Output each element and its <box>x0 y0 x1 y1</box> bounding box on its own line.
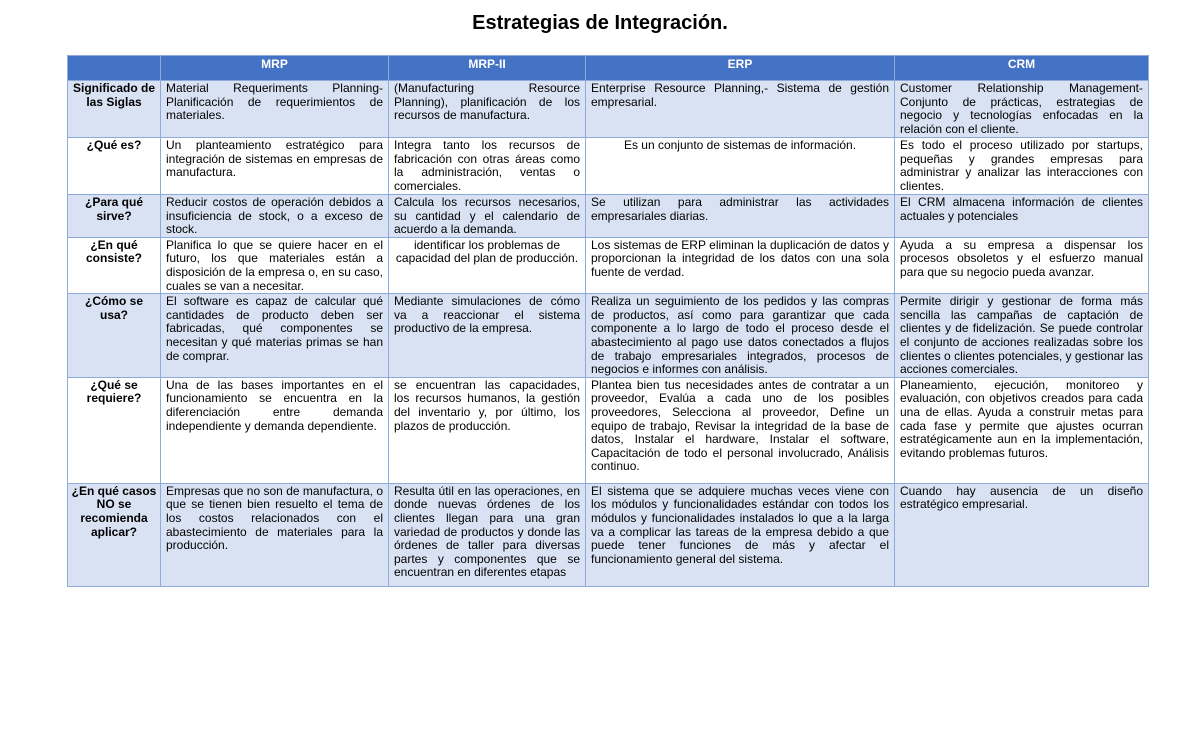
header-corner-cell <box>68 56 161 81</box>
cell-crm-no-se-recomienda: Cuando hay ausencia de un diseño estratégico empresarial. <box>895 483 1149 586</box>
cell-erp-que-se-requiere: Plantea bien tus necesidades antes de contratar a un proveedor, Evalúa a cada uno de los posibles proveedores, Selecciona al proveedor, Define un equipo de trabajo, Revisar la integridad de la base de datos, Instalar el hardware, Instalar el software, Capacitación de todo el personal involucrado, Análisis continuo. <box>586 377 895 483</box>
cell-mrp-ii-en-que-consiste: identificar los problemas de capacidad del plan de producción. <box>389 237 586 293</box>
cell-erp-no-se-recomienda: El sistema que se adquiere muchas veces viene con los módulos y funcionalidades estándar con todos los módulos y funcionalidades instalados lo que a la larga va a complicar las tareas de la empresa debido a que puede tener funciones de más y afectar el funcionamiento general del sistema. <box>586 483 895 586</box>
table-row-significado <box>68 81 1149 138</box>
table-row-que-se-requiere <box>68 377 1149 483</box>
table-row-que-es <box>68 138 1149 195</box>
row-header-que-se-requiere: ¿Qué se requiere? <box>68 377 161 483</box>
table-header-row <box>68 56 1149 81</box>
cell-crm-que-se-requiere: Planeamiento, ejecución, monitoreo y evaluación, con objetivos creados para cada una de ellas. Ayuda a construir metas para cada fase y permite que ajustes ocurran estratégicamente aun en la implementación, evitando problemas futuros. <box>895 377 1149 483</box>
row-header-no-se-recomienda: ¿En qué casos NO se recomienda aplicar? <box>68 483 161 586</box>
table-row-en-que-consiste <box>68 237 1149 293</box>
cell-crm-para-que-sirve: El CRM almacena información de clientes actuales y potenciales <box>895 195 1149 238</box>
column-header-mrp-ii: MRP-II <box>389 56 586 81</box>
cell-mrp-ii-para-que-sirve: Calcula los recursos necesarios, su cantidad y el calendario de acuerdo a la demanda. <box>389 195 586 238</box>
column-header-erp: ERP <box>586 56 895 81</box>
cell-crm-significado: Customer Relationship Management- Conjunto de prácticas, estrategias de negocio y tecnologías enfocadas en la relación con el cliente. <box>895 81 1149 138</box>
cell-mrp-ii-significado: (Manufacturing Resource Planning), planificación de los recursos de manufactura. <box>389 81 586 138</box>
cell-crm-en-que-consiste: Ayuda a su empresa a dispensar los procesos obsoletos y el esfuerzo manual para que su negocio pueda avanzar. <box>895 237 1149 293</box>
cell-erp-en-que-consiste: Los sistemas de ERP eliminan la duplicación de datos y proporcionan la integridad de los datos con una sola fuente de verdad. <box>586 237 895 293</box>
row-header-para-que-sirve: ¿Para qué sirve? <box>68 195 161 238</box>
row-header-significado: Significado de las Siglas <box>68 81 161 138</box>
table-row-no-se-recomienda <box>68 483 1149 586</box>
cell-erp-que-es: Es un conjunto de sistemas de información. <box>586 138 895 195</box>
cell-mrp-ii-no-se-recomienda: Resulta útil en las operaciones, en donde nuevas órdenes de los clientes llegan para una gran variedad de productos y donde las órdenes de taller para diversas partes y componentes que se encuentran en diferentes etapas <box>389 483 586 586</box>
cell-erp-significado: Enterprise Resource Planning,- Sistema de gestión empresarial. <box>586 81 895 138</box>
column-header-crm: CRM <box>895 56 1149 81</box>
cell-erp-como-se-usa: Realiza un seguimiento de los pedidos y las compras de productos, así como para garantizar que cada componente a lo largo de todo el proceso desde el abastecimiento al pago use datos conectados a flujos de trabajo empresariales integrados, procesos de negocios e informes con análisis. <box>586 294 895 378</box>
cell-mrp-que-es: Un planteamiento estratégico para integración de sistemas en empresas de manufactura. <box>161 138 389 195</box>
cell-mrp-como-se-usa: El software es capaz de calcular qué cantidades de producto deben ser fabricadas, qué componentes se necesitan y qué materias primas se han de comprar. <box>161 294 389 378</box>
row-header-que-es: ¿Qué es? <box>68 138 161 195</box>
column-header-mrp: MRP <box>161 56 389 81</box>
cell-crm-como-se-usa: Permite dirigir y gestionar de forma más sencilla las campañas de captación de clientes y de fidelización. Se puede controlar el conjunto de acciones realizadas sobre los clientes o clientes potenciales, y gestionar las acciones comerciales. <box>895 294 1149 378</box>
cell-crm-que-es: Es todo el proceso utilizado por startups, pequeñas y grandes empresas para administrar y analizar las interacciones con clientes. <box>895 138 1149 195</box>
table-row-para-que-sirve <box>68 195 1149 238</box>
cell-erp-para-que-sirve: Se utilizan para administrar las actividades empresariales diarias. <box>586 195 895 238</box>
table-row-como-se-usa <box>68 294 1149 378</box>
row-header-en-que-consiste: ¿En qué consiste? <box>68 237 161 293</box>
cell-mrp-significado: Material Requeriments Planning- Planificación de requerimientos de materiales. <box>161 81 389 138</box>
cell-mrp-que-se-requiere: Una de las bases importantes en el funcionamiento se encuentra en la diferenciación entre demanda independiente y demanda dependiente. <box>161 377 389 483</box>
cell-mrp-ii-que-se-requiere: se encuentran las capacidades, los recursos humanos, la gestión del inventario y, por último, los plazos de producción. <box>389 377 586 483</box>
cell-mrp-para-que-sirve: Reducir costos de operación debidos a insuficiencia de stock, o a exceso de stock. <box>161 195 389 238</box>
document-title: Estrategias de Integración. <box>472 12 728 34</box>
cell-mrp-ii-como-se-usa: Mediante simulaciones de cómo va a reaccionar el sistema productivo de la empresa. <box>389 294 586 378</box>
row-header-como-se-usa: ¿Cómo se usa? <box>68 294 161 378</box>
cell-mrp-no-se-recomienda: Empresas que no son de manufactura, o que se tienen bien resuelto el tema de los costos relacionados con el abastecimiento de materiales para la producción. <box>161 483 389 586</box>
strategies-table <box>67 55 1149 587</box>
cell-mrp-en-que-consiste: Planifica lo que se quiere hacer en el futuro, los que materiales están a disposición de la empresa o, en su caso, cuales se van a necesitar. <box>161 237 389 293</box>
cell-mrp-ii-que-es: Integra tanto los recursos de fabricación con otras áreas como la administración, ventas o comerciales. <box>389 138 586 195</box>
